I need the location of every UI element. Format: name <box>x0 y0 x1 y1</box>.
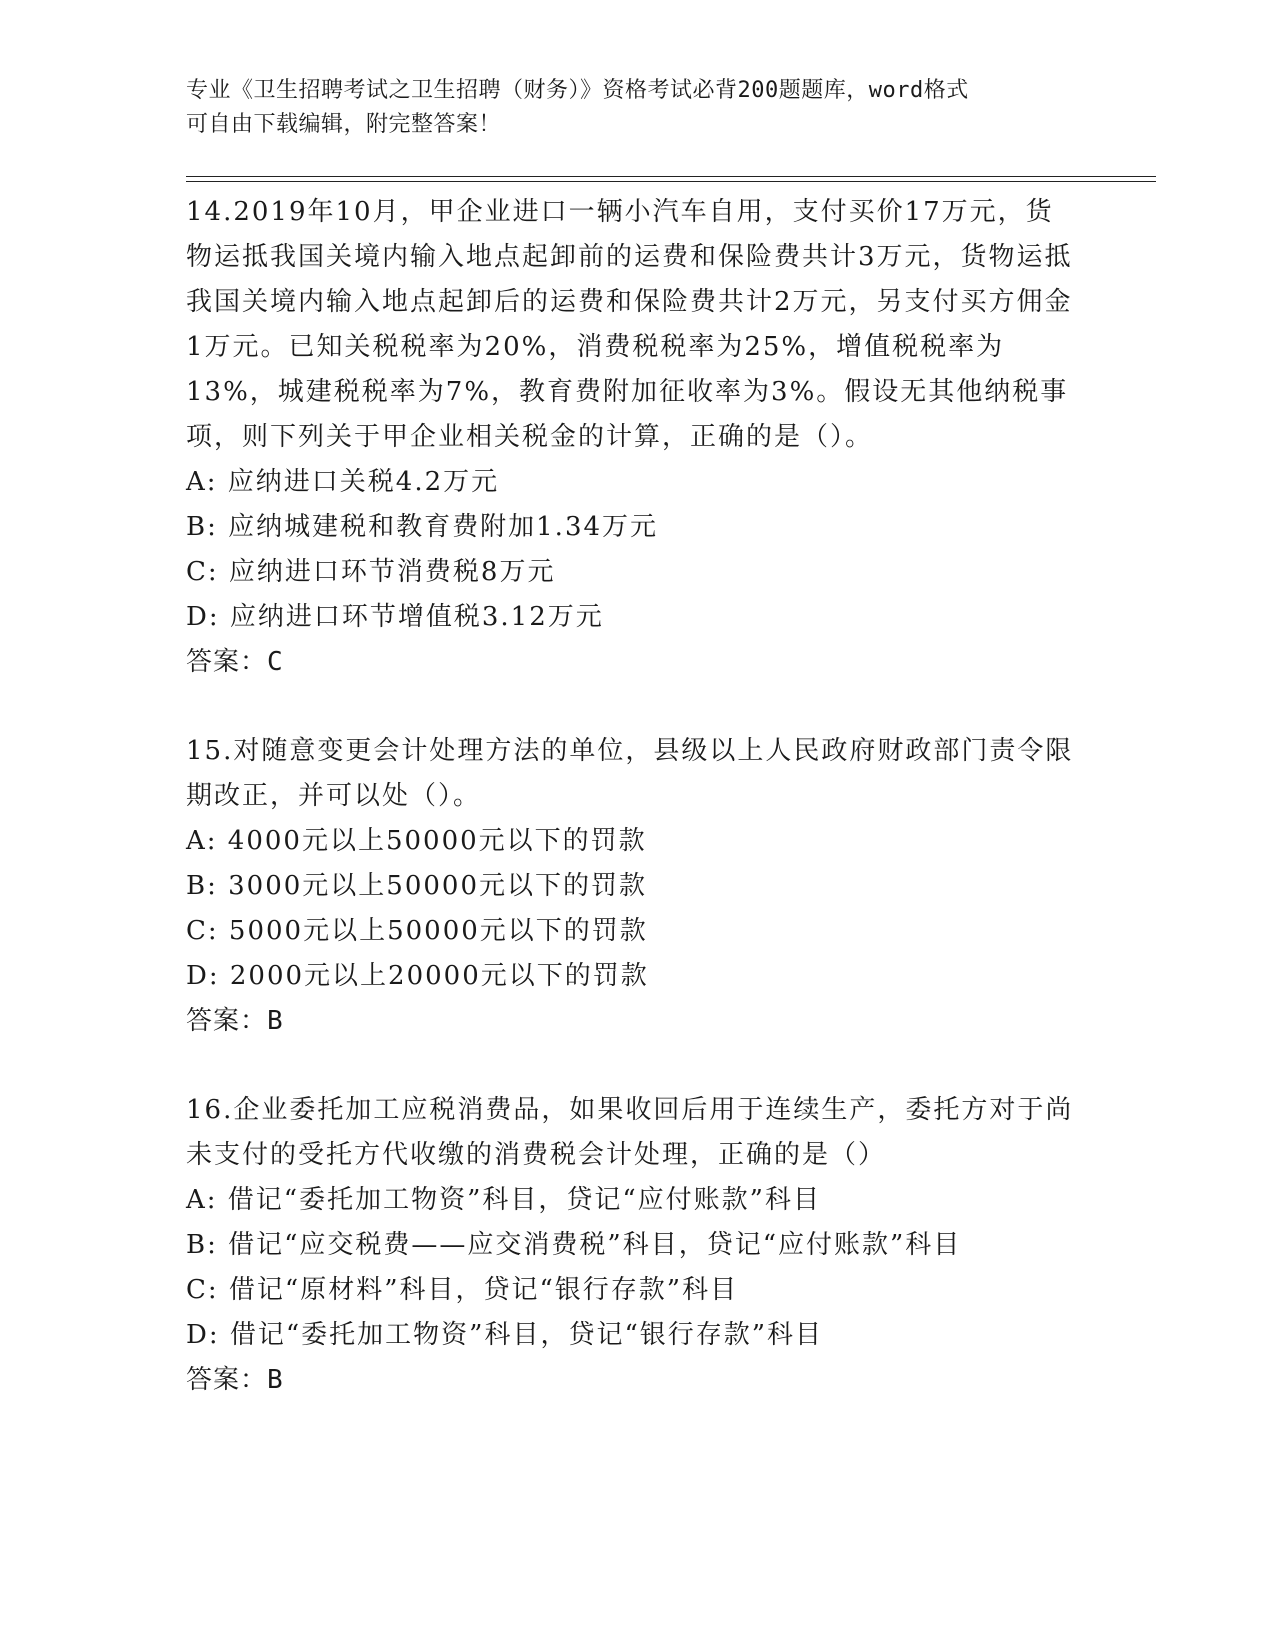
answer: 答案：C <box>186 647 284 677</box>
question-15 <box>186 729 1076 1044</box>
header-divider <box>186 176 1156 177</box>
option-a: A: 4000元以上50000元以下的罚款 <box>186 826 647 856</box>
answer: 答案：B <box>186 1006 284 1036</box>
question-stem: 15.对随意变更会计处理方法的单位，县级以上人民政府财政部门责令限期改正，并可以处（）。 <box>186 736 1074 811</box>
option-a: A: 借记“委托加工物资”科目，贷记“应付账款”科目 <box>186 1185 821 1215</box>
document-title-line-2: 可自由下载编辑，附完整答案！ <box>186 112 502 137</box>
option-c: C: 应纳进口环节消费税8万元 <box>186 557 556 587</box>
answer: 答案：B <box>186 1365 284 1395</box>
question-stem: 16.企业委托加工应税消费品，如果收回后用于连续生产，委托方对于尚未支付的受托方代收缴的消费税会计处理，正确的是（） <box>186 1095 1074 1170</box>
option-b: B: 应纳城建税和教育费附加1.34万元 <box>186 512 659 542</box>
option-b: B: 借记“应交税费——应交消费税”科目，贷记“应付账款”科目 <box>186 1230 962 1260</box>
document-title-line-1: 专业《卫生招聘考试之卫生招聘（财务）》资格考试必背200题题库，word格式 <box>186 78 969 103</box>
page-header <box>186 74 1066 142</box>
question-14 <box>186 190 1076 685</box>
option-d: D: 借记“委托加工物资”科目，贷记“银行存款”科目 <box>186 1320 824 1350</box>
header-divider <box>186 181 1156 182</box>
option-c: C: 5000元以上50000元以下的罚款 <box>186 916 648 946</box>
question-list <box>186 190 1076 1447</box>
option-d: D: 2000元以上20000元以下的罚款 <box>186 961 649 991</box>
option-d: D: 应纳进口环节增值税3.12万元 <box>186 602 604 632</box>
option-b: B: 3000元以上50000元以下的罚款 <box>186 871 648 901</box>
question-16 <box>186 1088 1076 1403</box>
question-stem: 14.2019年10月，甲企业进口一辆小汽车自用，支付买价17万元，货物运抵我国关境内输入地点起卸前的运费和保险费共计3万元，货物运抵我国关境内输入地点起卸后的运费和保险费共计2万元，另支付买方佣金1万元。已知关税税率为20%，消费税税率为25%，增值税税率为13%，城建税税率为7%，教育费附加征收率为3%。假设无其他纳税事项，则下列关于甲企业相关税金的计算，正确的是（）。 <box>186 197 1073 452</box>
option-a: A: 应纳进口关税4.2万元 <box>186 467 500 497</box>
option-c: C: 借记“原材料”科目，贷记“银行存款”科目 <box>186 1275 739 1305</box>
